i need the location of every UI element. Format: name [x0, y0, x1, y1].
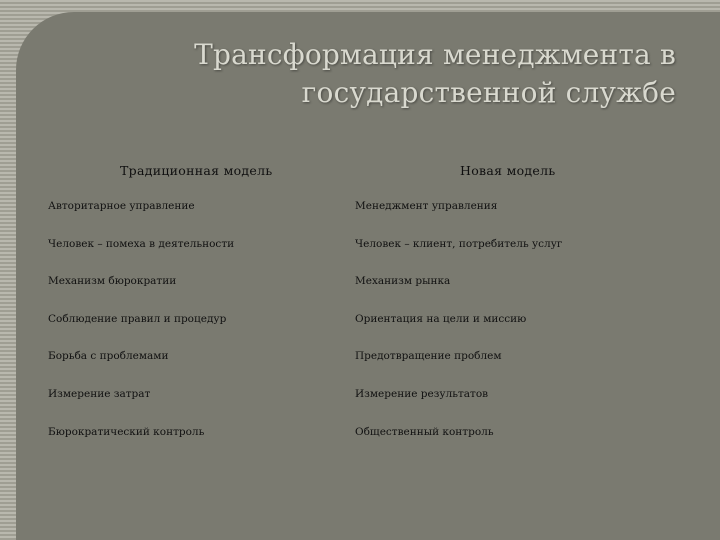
- slide-title-line-2: государственной службе: [301, 76, 676, 109]
- table-cell-traditional: Измерение затрат: [48, 388, 151, 400]
- column-header-new: Новая модель: [460, 163, 556, 178]
- table-cell-traditional: Механизм бюрократии: [48, 275, 177, 287]
- slide-panel: [16, 12, 720, 540]
- slide-title-line-1: Трансформация менеджмента в: [194, 38, 676, 71]
- table-cell-traditional: Бюрократический контроль: [48, 426, 205, 438]
- table-cell-new: Ориентация на цели и миссию: [355, 313, 527, 325]
- table-cell-new: Измерение результатов: [355, 388, 489, 400]
- table-cell-new: Механизм рынка: [355, 275, 451, 287]
- table-cell-new: Предотвращение проблем: [355, 350, 502, 362]
- table-cell-traditional: Авторитарное управление: [48, 200, 195, 212]
- table-cell-new: Менеджмент управления: [355, 200, 498, 212]
- table-cell-new: Общественный контроль: [355, 426, 494, 438]
- table-cell-traditional: Человек – помеха в деятельности: [48, 238, 235, 250]
- column-header-traditional: Традиционная модель: [120, 163, 273, 178]
- table-cell-traditional: Борьба с проблемами: [48, 350, 169, 362]
- table-cell-traditional: Соблюдение правил и процедур: [48, 313, 227, 325]
- slide-title: [116, 36, 676, 112]
- table-cell-new: Человек – клиент, потребитель услуг: [355, 238, 563, 250]
